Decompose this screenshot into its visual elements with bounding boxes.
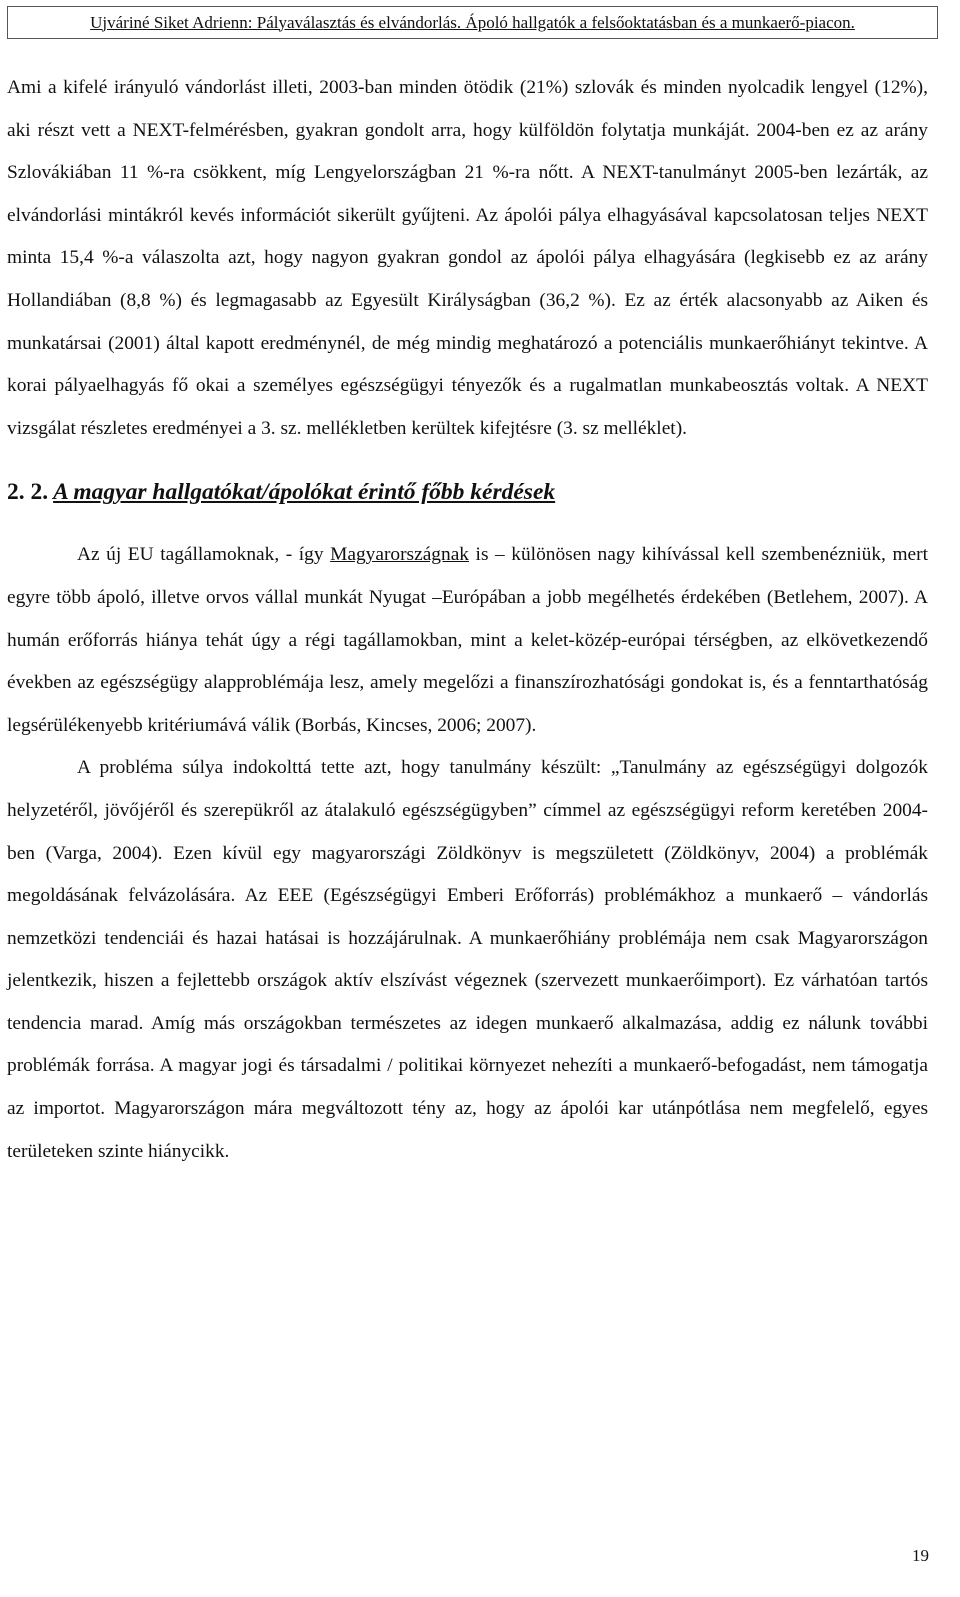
paragraph-eu-states-rest: is – különösen nagy kihívással kell szembenézniük, mert egyre több ápoló, illetve orvos vállal munkát Nyugat –Európában a jobb megélhetés érdekében (Betlehem, 2007). A humán erőforrás hiánya tehát úgy a régi tagállamokban, mint a kelet-közép-európai térségben, az elkövetkezendő években az egészségügy alapproblémája lesz, amely megelőzi a finanszírozhatósági gondokat is, és a fenntarthatóság legsérülékenyebb kritériumává válik (Borbás, Kincses, 2006; 2007). xyxy=(7,544,928,736)
document-body xyxy=(7,67,928,1173)
page-number: 19 xyxy=(912,1546,929,1565)
running-header xyxy=(7,6,938,39)
paragraph-next-survey: Ami a kifelé irányuló vándorlást illeti, 2003-ban minden ötödik (21%) szlovák és minden nyolcadik lengyel (12%), aki részt vett a NEXT-felmérésben, gyakran gondolt arra, hogy külföldön folytatja munkáját. 2004-ben ez az arány Szlovákiában 11 %-ra csökkent, míg Lengyelországban 21 %-ra nőtt. A NEXT-tanulmányt 2005-ben lezárták, az elvándorlási mintákról kevés információt sikerült gyűjteni. Az ápolói pálya elhagyásával kapcsolatosan teljes NEXT minta 15,4 %-a válaszolta azt, hogy nagyon gyakran gondol az ápolói pálya elhagyására (legkisebb ez az arány Hollandiában (8,8 %) és legmagasabb az Egyesült Királyságban (36,2 %). Ez az érték alacsonyabb az Aiken és munkatársai (2001) által kapott eredménynél, de még mindig meghatározó a potenciális munkaerőhiányt tekintve. A korai pályaelhagyás fő okai a személyes egészségügyi tényezők és a rugalmatlan munkabeosztás voltak. A NEXT vizsgálat részletes eredményei a 3. sz. mellékletben kerültek kifejtésre (3. sz melléklet). xyxy=(7,77,928,439)
section-number: 2. 2. xyxy=(7,479,49,506)
paragraph-eu-states-start: Az új EU tagállamoknak, - így xyxy=(77,544,331,566)
paragraph-eu-states xyxy=(7,534,928,747)
section-title: A magyar hallgatókat/ápolókat érintő főbb kérdések xyxy=(53,479,556,506)
paragraph-problem-weight: A probléma súlya indokolttá tette azt, hogy tanulmány készült: „Tanulmány az egészségügyi dolgozók helyzetéről, jövőjéről és szerepükről az átalakuló egészségügyben” címmel az egészségügyi reform keretében 2004-ben (Varga, 2004). Ezen kívül egy magyarországi Zöldkönyv is megszületett (Zöldkönyv, 2004) a problémák megoldásának felvázolására. Az EEE (Egészségügyi Emberi Erőforrás) problémákhoz a munkaerő – vándorlás nemzetközi tendenciái és hazai hatásai is hozzájárulnak. A munkaerőhiány problémája nem csak Magyarországon jelentkezik, hiszen a fejlettebb országok aktív elszívást végeznek (szervezett munkaerőimport). Ez várhatóan tartós tendencia marad. Amíg más országokban természetes az idegen munkaerő alkalmazása, addig ez nálunk további problémák forrása. A magyar jogi és társadalmi / politikai környezet nehezíti a munkaerő-befogadást, nem támogatja az importot. Magyarországon mára megváltozott tény az, hogy az ápolói kar utánpótlása nem megfelelő, egyes területeken szinte hiánycikk. xyxy=(7,757,928,1162)
running-header-text: Ujváriné Siket Adrienn: Pályaválasztás és elvándorlás. Ápoló hallgatók a felsőoktatásban és a munkaerő-piacon. xyxy=(90,12,855,32)
magyarorszag-link[interactable]: Magyarországnak xyxy=(330,544,469,566)
section-heading xyxy=(7,472,928,512)
